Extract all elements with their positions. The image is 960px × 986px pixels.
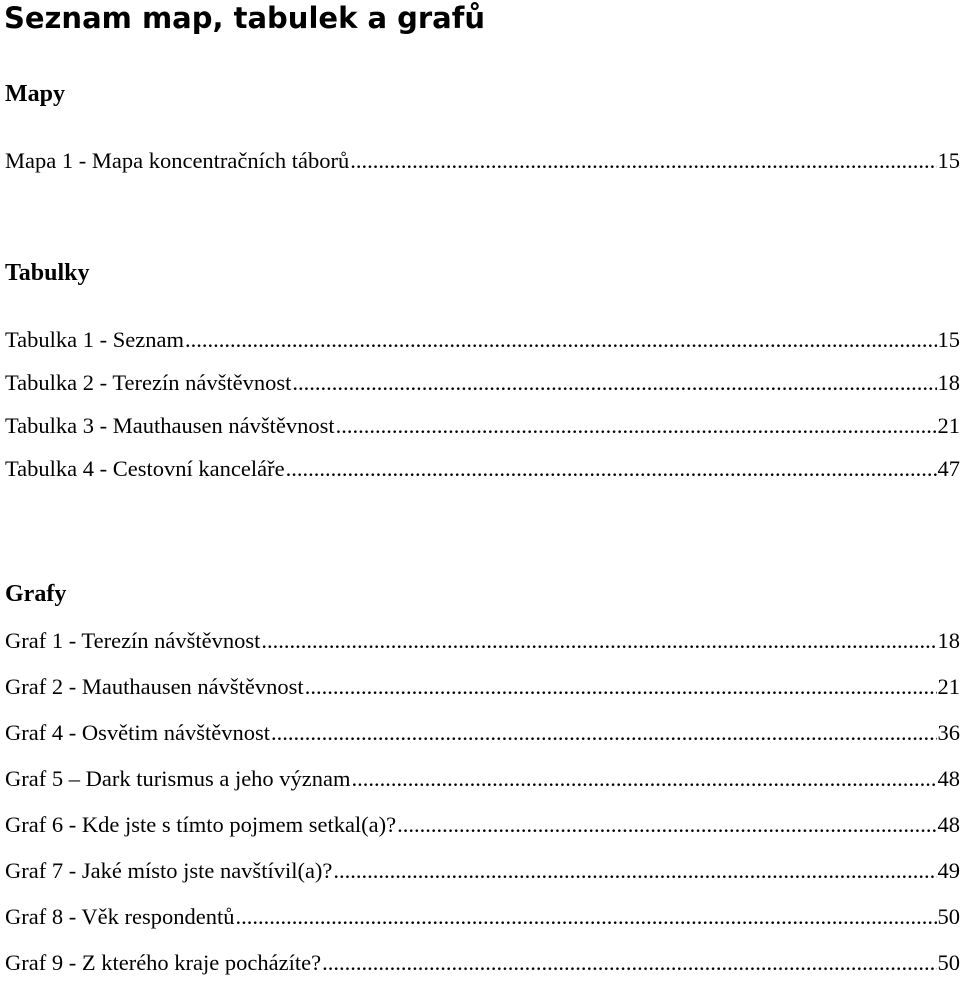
- section-heading-graphs: Grafy: [5, 581, 67, 607]
- toc-entry-page: 15: [937, 148, 960, 173]
- toc-entry-table-3[interactable]: [5, 411, 960, 441]
- toc-entry-page: 18: [937, 370, 960, 395]
- toc-entry-page: 18: [937, 628, 960, 653]
- section-heading-tables: Tabulky: [5, 260, 90, 286]
- toc-entry-label: Graf 5 – Dark turismus a jeho význam: [5, 766, 351, 791]
- toc-leader-dots: [271, 718, 937, 748]
- toc-entry-page: 47: [937, 456, 960, 481]
- toc-entry-page: 50: [937, 950, 960, 975]
- toc-leader-dots: [397, 810, 936, 840]
- toc-entry-page: 49: [937, 858, 960, 883]
- toc-entry-graph-6[interactable]: [5, 810, 960, 840]
- toc-leader-dots: [350, 146, 936, 176]
- toc-entry-table-1[interactable]: [5, 325, 960, 355]
- toc-leader-dots: [336, 411, 937, 441]
- toc-entry-map-1[interactable]: [5, 146, 960, 176]
- toc-leader-dots: [261, 626, 936, 656]
- toc-entry-label: Tabulka 3 - Mauthausen návštěvnost: [5, 413, 335, 438]
- toc-entry-label: Graf 9 - Z kterého kraje pocházíte?: [5, 950, 322, 975]
- toc-entry-page: 21: [937, 674, 960, 699]
- toc-entry-page: 48: [937, 766, 960, 791]
- toc-entry-table-4[interactable]: [5, 454, 960, 484]
- toc-leader-dots: [236, 902, 937, 932]
- toc-leader-dots: [292, 368, 936, 398]
- toc-leader-dots: [286, 454, 937, 484]
- toc-entry-graph-9[interactable]: [5, 948, 960, 978]
- section-heading-maps: Mapy: [5, 81, 65, 107]
- toc-entry-table-2[interactable]: [5, 368, 960, 398]
- toc-entry-label: Mapa 1 - Mapa koncentračních táborů: [5, 148, 350, 173]
- toc-leader-dots: [305, 672, 937, 702]
- toc-entry-graph-4[interactable]: [5, 718, 960, 748]
- toc-entry-graph-5[interactable]: [5, 764, 960, 794]
- toc-entry-label: Graf 4 - Osvětim návštěvnost: [5, 720, 270, 745]
- toc-entry-label: Graf 6 - Kde jste s tímto pojmem setkal(a)?: [5, 812, 397, 837]
- toc-entry-label: Graf 8 - Věk respondentů: [5, 904, 235, 929]
- toc-leader-dots: [185, 325, 937, 355]
- toc-entry-page: 15: [937, 327, 960, 352]
- toc-entry-label: Graf 1 - Terezín návštěvnost: [5, 628, 261, 653]
- toc-entry-graph-8[interactable]: [5, 902, 960, 932]
- toc-leader-dots: [333, 856, 936, 886]
- toc-entry-page: 50: [937, 904, 960, 929]
- toc-entry-graph-2[interactable]: [5, 672, 960, 702]
- toc-entry-label: Tabulka 4 - Cestovní kanceláře: [5, 456, 285, 481]
- toc-entry-page: 36: [937, 720, 960, 745]
- toc-leader-dots: [322, 948, 936, 978]
- toc-entry-label: Tabulka 1 - Seznam: [5, 327, 184, 352]
- toc-entry-page: 48: [937, 812, 960, 837]
- toc-entry-label: Tabulka 2 - Terezín návštěvnost: [5, 370, 292, 395]
- toc-entry-graph-7[interactable]: [5, 856, 960, 886]
- toc-entry-graph-1[interactable]: [5, 626, 960, 656]
- toc-entry-label: Graf 2 - Mauthausen návštěvnost: [5, 674, 304, 699]
- toc-entry-page: 21: [937, 413, 960, 438]
- toc-entry-label: Graf 7 - Jaké místo jste navštívil(a)?: [5, 858, 333, 883]
- page-title: Seznam map, tabulek a grafů: [4, 1, 486, 35]
- toc-leader-dots: [352, 764, 937, 794]
